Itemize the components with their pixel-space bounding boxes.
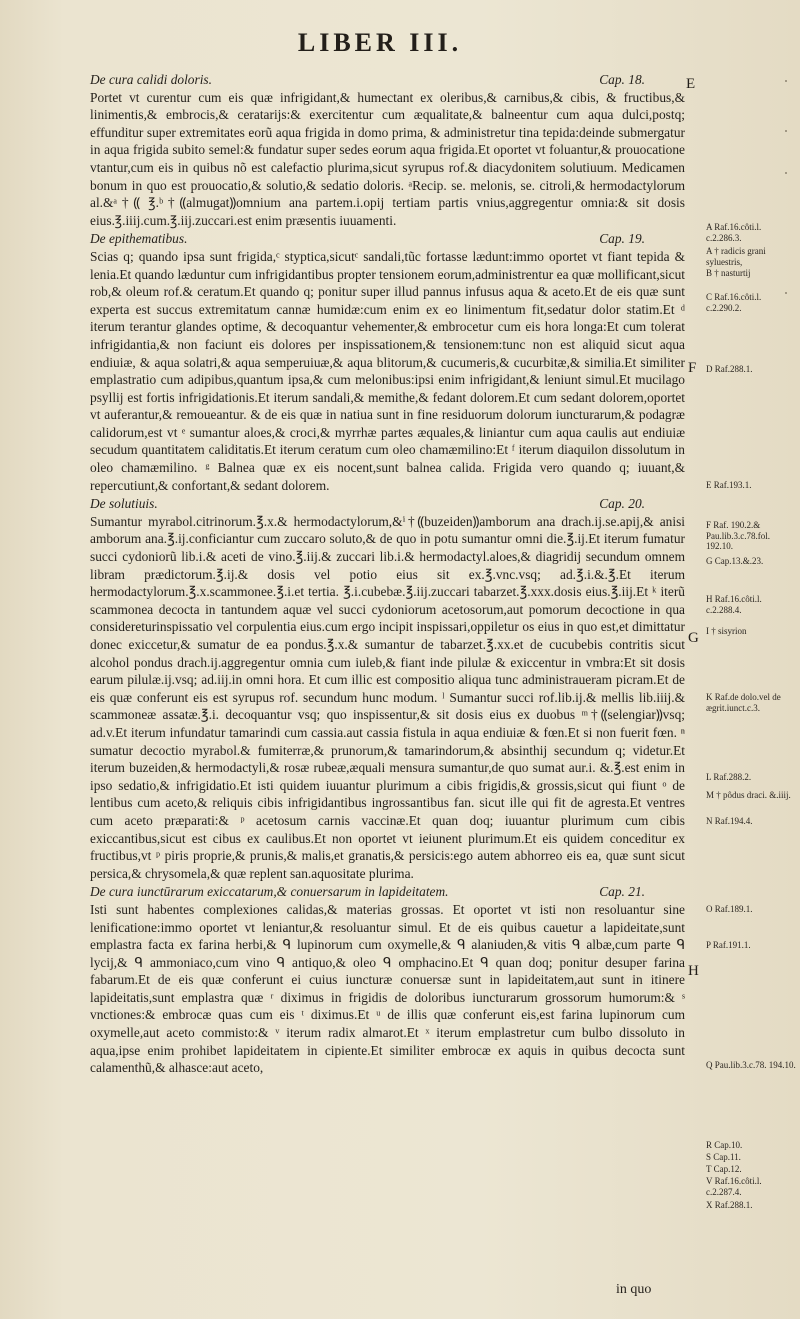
margin-note: A † radicis grani syluestris, — [706, 246, 766, 267]
margin-note: L Raf.288.2. — [706, 772, 752, 782]
main-text-column — [90, 70, 685, 1077]
margin-note: P Raf.191.1. — [706, 940, 751, 950]
margin-note: I † sisyrion — [706, 626, 747, 636]
ink-speck — [785, 80, 787, 82]
chapter-title: De solutiuis. — [90, 496, 158, 512]
margin-note: S Cap.11. — [706, 1152, 741, 1162]
margin-note: T Cap.12. — [706, 1164, 742, 1174]
margin-note: C Raf.16.côti.l. c.2.290.2. — [706, 292, 762, 313]
chapter-title: De cura iunctūrarum exiccatarum,& conuersarum in lapideitatem. — [90, 884, 449, 900]
chapter-number: Cap. 21. — [599, 884, 645, 900]
margin-note: V Raf.16.côti.l. c.2.287.4. — [706, 1176, 762, 1197]
signature-letter-g: G — [688, 630, 699, 646]
margin-note: N Raf.194.4. — [706, 816, 753, 826]
margin-note: H Raf.16.côti.l. c.2.288.4. — [706, 594, 762, 615]
chapter-title: De epithematibus. — [90, 231, 188, 247]
chapter-paragraph — [90, 89, 685, 230]
signature-letter-e: E — [686, 76, 696, 92]
chapter-heading — [90, 71, 685, 89]
margin-note: D Raf.288.1. — [706, 364, 753, 374]
margin-note: O Raf.189.1. — [706, 904, 753, 914]
running-head: LIBER III. — [297, 28, 463, 57]
margin-note: M † pôdus draci. &.iiij. — [706, 790, 791, 800]
chapter-paragraph — [90, 513, 685, 882]
chapter-heading — [90, 883, 685, 901]
chapter-paragraph — [90, 901, 685, 1077]
chapter-heading — [90, 230, 685, 248]
chapter-number: Cap. 20. — [599, 496, 645, 512]
paragraph-text: Isti sunt habentes complexiones calidas,& materias grossas. Et oportet vt isti non resoluantur sine lenificatione:immo oportet vt leniantur,& resoluantur simul. Et de eis quibus cauetur a lapideitate,sunt emplastra facta ex farina herbi,& ᑫ lupinorum cum oxymelle,& ᑫ alaniuden,& vitis ᑫ albæ,cum parte ᑫ lycij,& ᑫ ammoniaco,cum vino ᑫ antiquo,& oleo ᑫ omphacino.Et ᑫ quan doq; ponitur desuper farina fabarum.Et de eis quæ conferunt ei cuius iuncturæ conuersæ sunt in lapideitatem,aut sunt in itinere lapideitatis,sunt emplastra quæ ʳ diximus in frigidis de doloribus iuncturarum grossorum humorum:& ˢ vnctiones:& embrocæ quas cum eis ᵗ diximus.Et ᵘ de illis quæ conferunt eis,est farina lupinorum cum oxymelle,aut aceto commisto:& ᵛ iterum radix almarot.Et ˣ iterum emplastretur cum bulbo dissoluto in aqua,ipse enim prohibet lapideitatem in cipiente.Et similiter embrocæ ex aquis in quibus decocta sunt calamenthũ,& alhasce:aut aceto, — [90, 901, 685, 1076]
margin-note: F Raf. 190.2.& Pau.lib.3.c.78.fol. 192.10. — [706, 520, 770, 551]
ink-speck — [785, 172, 787, 174]
margin-note: G Cap.13.&.23. — [706, 556, 764, 566]
chapter-heading — [90, 495, 685, 513]
margin-note: R Cap.10. — [706, 1140, 743, 1150]
margin-note: B † nasturtij — [706, 268, 751, 278]
signature-letter-h: H — [688, 963, 699, 979]
ink-speck — [785, 292, 787, 294]
catchword: in quo — [616, 1282, 652, 1297]
paragraph-text: Portet vt curentur cum eis quæ infrigidant,& humectant ex oleribus,& carnibus,& cibis, & fructibus,& linimentis,& embrocis,& ceratarijs:& exercitentur cum æqualitate,& balneentur cum aqua dulci,postq; effunditur super extremitates eorũ aqua frigida in domo prima, & administretur tina tepida:deinde submergatur in aqua frigida subito semel:& fundatur super sedes eorum aqua frigida.Et oportet vt foluantur,& prouocatione vtantur,cum eis in quibus nõ est calefactio plurima,sicut syrupus rof.& diacydonitem solutiuum. Medicamen bonum in quo est prouocatio,& solutio,& sedatio doloris. ᵃRecip. se. melonis, se. citroli,& hermodactylorum al.&ᵃ†⸨ ℥.ᵇ†⸨almugat⸩omnium ana partem.i.opij tertiam partis vnius,aggregentur omnia:& sit dosis eius.℥.iiij.cum.℥.iij.zuccari.est enim præsentis iuuamenti. — [90, 89, 685, 228]
signature-letter-f: F — [688, 360, 697, 376]
chapter-number: Cap. 18. — [599, 72, 645, 87]
ink-speck — [785, 130, 787, 132]
chapter-number: Cap. 19. — [599, 231, 645, 247]
paragraph-text: Sumantur myrabol.citrinorum.℥.x.& hermodactylorum,&ⁱ†⸨buzeiden⸩amborum ana drach.ij.se.apij,& anisi amborum ana.℥.ij.conficiantur cum zuccaro soluto,& de quo in potu sumantur omni die.℥.ij.Et iterum fumatur succi cydoniorũ lib.i.& aceti de vino.℥.iij.& zuccari lib.i.& hermodactyl.aloes,& diagridij secundum omnem libram prædictorum.℥.ij.& dosis vel potio eius sit ex.℥.vnc.vsq; ad.℥.i.&.℥.Et iterum hermodactylorum.℥.x.scammonee.℥.i.et tertia. ℥.i.cubebæ.℥.iij.zuccari tabarzet.℥.xxx.dosis eius.℥.iij.Et ᵏ iterũ scammonea decocta in tantundem aquæ vel succi cydoniorum acetosorum,aut pomorum decoctione in qua considereturinspissatio vel corpulentia eius.cum ergo incipit inspissari,oppiletur os eius in quo est,et dimittatur donec exiccetur,& sumatur de ea pondus.℥.x.& sumantur de tabarzet.℥.xx.et de cucubebis contritis sicut alcohol pondus drach.ij.aggregentur omnia cum iuleb,& fiant inde pilulæ & exiccentur in vmbra:Et sit dosis earum pilulæ.ij.vsq; ad.iij.in omni hora. Et cum illic est compositio aliqua tunc administraueram picram.Et de eis quæ conferunt eis est syrupus rof. secundum hunc modum. ˡ Sumantur succi rof.lib.ij.& mellis lib.iiij.& scammoneæ assatæ.℥.i. decoquantur vsq; quo inspissentur,& sit dosis eius ex duobus ᵐ†⸨selengiar⸩vsq; ad.v.Et iterum infundatur tamarindi cum cassia.aut cassia fistula in aqua endiuiæ & fœn.Et si non fuerit fœn. ⁿ sumatur decoctio myrabol.& fumiterræ,& prunorum,& tamarindorum,& absinthij secundum q; videtur.Et iterum buzeiden,& hermodactyli,& rosæ rubeæ,æquali mensura sumantur,de quo sumat aur.i. &.℥.est enim in ipso sedatio,& infrigidatio.Et isti quidem iuuantur plurimum a cibis frigidis,& grossis,sicut qui fiunt ᵒ de lentibus cum aceto,& reliquis cibis infrigidantibus ingrossantibus fan. sicut ille qui fit de agresta.Et ventres cum aceto præparati:& ᵖ acetosum carnis vaccinæ.Et quan doq; iuuantur plurimum cum cibis exiccantibus,sicut est cibus ex caulibus.Et non oportet vt ieiunent plurimum.Et eis quidem conceditur ex fructibus,vt ᵖ piris proprie,& prunis,& malis,et granatis,& persicis:ego autem abhorreo eis ea, quæ sunt sicut persica,& chrysomela,& quæ replent san.aquositate plurima. — [90, 513, 685, 881]
margin-note: E Raf.193.1. — [706, 480, 752, 490]
chapter-title: De cura calidi doloris. — [90, 72, 212, 87]
paragraph-text: Scias q; quando ipsa sunt frigida,ᶜ styptica,sicutᶜ sandali,tũc fortasse lædunt:immo oportet vt fiant tepida & lenia.Et quando læduntur cum infrigidantibus propter tensionem eorum,administrentur ea quæ mollificant,sicut rob,& oleum rof.& ceratum.Et quando q; ponitur super illud pannus infusus aqua & aceto.Et de eis quæ sunt experta est succus extremitatum cannæ humidæ:cum enim ex eo linimentum fit,sedatur dolor statim.Et ᵈ iterum terantur glandes optime, & decoquantur vehementer,& embrocetur cum eis hora longa:Et cum tolerat infrigidantia,& non faciunt eis dolores per inspissationem,& tensionem:tunc non est aliquid sicut aqua endiuiæ, & aqua solatri,& aqua semperuiuæ,& aqua blitorum,& cucumeris,& cucurbitæ,& similia.Et similiter emplastratio cum adipibus,quantum ipsa,& cum melonibus:ipsi enim infrigidant,& leniunt simul.Et mucilago psyllij est fortis infrigidationis.Et iterum sandali,& memithe,& fedant dolorem.Et cum sedant dolorem,oportet vt auferantur,& remoueantur. & de eis quæ in natiua sunt in fine residuorum dolorum iuncturarum,& podagræ calidorum,est vt ᵉ sumantur aloes,& croci,& myrrhæ partes æquales,& liniantur cum aqua caulis aut endiuiæ secudum quantitatem caliditatis.Et iterum ceratum cum oleo chamæmilino:Et ᶠ iterum diaquilon dissolutum in oleo chamæmilino. ᵍ Balnea quæ ex eis nocent,sunt balnea calida. Frigida vero quando q; iuuant,& repercutiunt,& confortant,& sedant dolorem. — [90, 248, 685, 493]
margin-note: K Raf.de dolo.vel de ægrit.iunct.c.3. — [706, 692, 781, 713]
margin-note: A Raf.16.côti.l. c.2.286.3. — [706, 222, 762, 243]
margin-note: X Raf.288.1. — [706, 1200, 753, 1210]
chapter-paragraph — [90, 248, 685, 494]
margin-note: Q Pau.lib.3.c.78. 194.10. — [706, 1060, 796, 1070]
